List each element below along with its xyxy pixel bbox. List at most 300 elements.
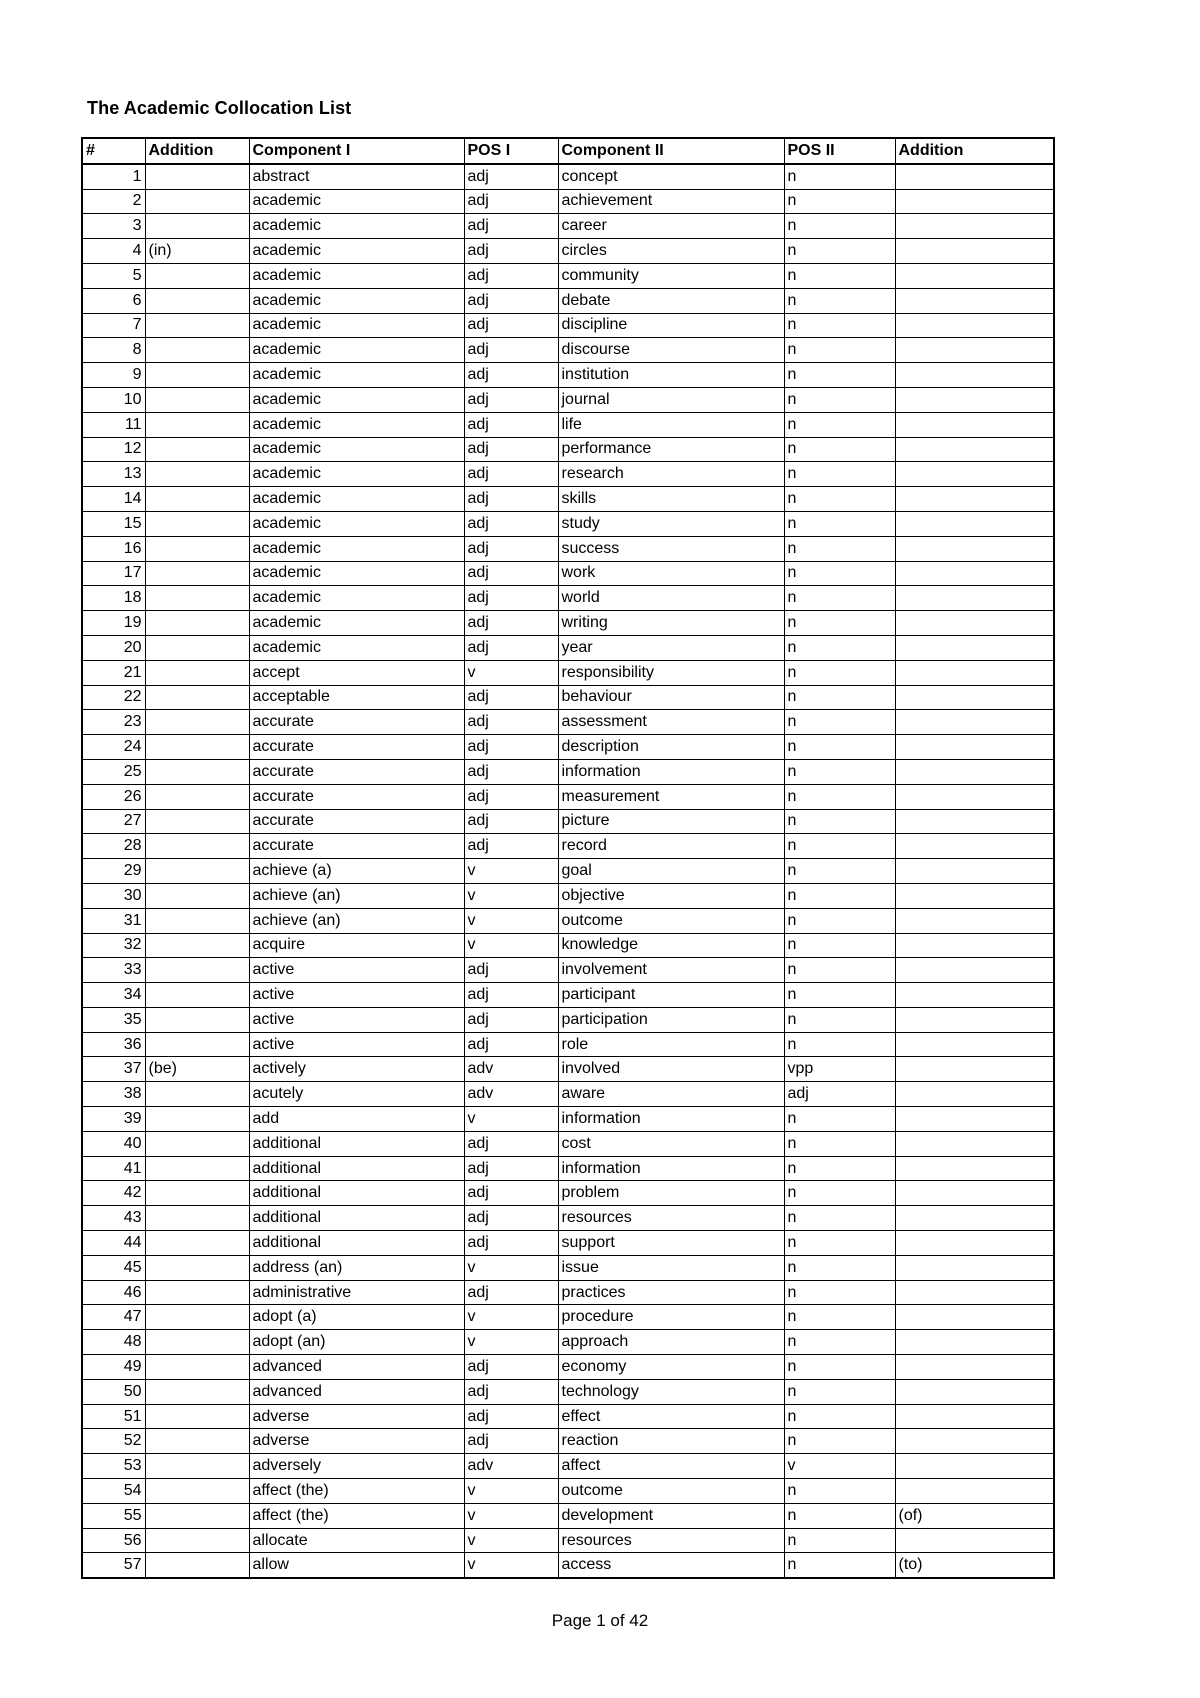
cell-pos-2: n bbox=[784, 1131, 895, 1156]
cell-component-1: administrative bbox=[249, 1280, 464, 1305]
cell-component-1: accurate bbox=[249, 784, 464, 809]
cell-addition-after bbox=[895, 1379, 1054, 1404]
cell-component-1: achieve (an) bbox=[249, 883, 464, 908]
cell-row-number: 22 bbox=[82, 685, 145, 710]
cell-row-number: 33 bbox=[82, 958, 145, 983]
cell-pos-1: adj bbox=[464, 1131, 558, 1156]
cell-row-number: 57 bbox=[82, 1553, 145, 1578]
cell-addition-before bbox=[145, 586, 249, 611]
table-row bbox=[82, 1454, 1054, 1479]
cell-pos-2: vpp bbox=[784, 1057, 895, 1082]
cell-addition-before bbox=[145, 1355, 249, 1380]
cell-pos-1: v bbox=[464, 1479, 558, 1504]
cell-row-number: 24 bbox=[82, 735, 145, 760]
cell-component-2: success bbox=[558, 536, 784, 561]
cell-pos-2: n bbox=[784, 586, 895, 611]
cell-addition-before bbox=[145, 1231, 249, 1256]
cell-component-1: acutely bbox=[249, 1082, 464, 1107]
cell-addition-after bbox=[895, 263, 1054, 288]
cell-row-number: 5 bbox=[82, 263, 145, 288]
cell-component-2: practices bbox=[558, 1280, 784, 1305]
cell-component-2: responsibility bbox=[558, 660, 784, 685]
cell-row-number: 54 bbox=[82, 1479, 145, 1504]
cell-addition-before bbox=[145, 1107, 249, 1132]
cell-pos-2: n bbox=[784, 536, 895, 561]
cell-component-2: discipline bbox=[558, 313, 784, 338]
cell-addition-before bbox=[145, 1007, 249, 1032]
cell-component-2: aware bbox=[558, 1082, 784, 1107]
cell-addition-before bbox=[145, 908, 249, 933]
cell-component-2: measurement bbox=[558, 784, 784, 809]
cell-component-1: adverse bbox=[249, 1404, 464, 1429]
cell-addition-before bbox=[145, 1280, 249, 1305]
cell-component-2: information bbox=[558, 759, 784, 784]
table-row bbox=[82, 462, 1054, 487]
cell-pos-2: n bbox=[784, 933, 895, 958]
cell-addition-before bbox=[145, 859, 249, 884]
cell-row-number: 30 bbox=[82, 883, 145, 908]
cell-addition-before bbox=[145, 536, 249, 561]
table-row bbox=[82, 1479, 1054, 1504]
table-body bbox=[82, 164, 1054, 1578]
column-header-pos-1: POS I bbox=[464, 138, 558, 164]
cell-pos-2: n bbox=[784, 1280, 895, 1305]
cell-pos-2: n bbox=[784, 1379, 895, 1404]
table-row bbox=[82, 387, 1054, 412]
column-header-pos-2: POS II bbox=[784, 138, 895, 164]
cell-pos-2: n bbox=[784, 561, 895, 586]
cell-component-1: academic bbox=[249, 561, 464, 586]
cell-component-1: acquire bbox=[249, 933, 464, 958]
cell-addition-before bbox=[145, 1082, 249, 1107]
cell-addition-after bbox=[895, 1305, 1054, 1330]
cell-addition-before bbox=[145, 1479, 249, 1504]
cell-component-2: cost bbox=[558, 1131, 784, 1156]
cell-pos-1: adj bbox=[464, 710, 558, 735]
cell-pos-2: n bbox=[784, 983, 895, 1008]
table-row bbox=[82, 1355, 1054, 1380]
cell-component-1: additional bbox=[249, 1156, 464, 1181]
cell-row-number: 47 bbox=[82, 1305, 145, 1330]
cell-row-number: 32 bbox=[82, 933, 145, 958]
cell-component-1: adverse bbox=[249, 1429, 464, 1454]
cell-component-2: information bbox=[558, 1156, 784, 1181]
table-row bbox=[82, 561, 1054, 586]
cell-row-number: 46 bbox=[82, 1280, 145, 1305]
table-row bbox=[82, 1553, 1054, 1578]
cell-component-1: academic bbox=[249, 437, 464, 462]
cell-pos-1: v bbox=[464, 1330, 558, 1355]
cell-pos-2: n bbox=[784, 1305, 895, 1330]
cell-pos-1: v bbox=[464, 883, 558, 908]
table-row bbox=[82, 1107, 1054, 1132]
cell-row-number: 45 bbox=[82, 1255, 145, 1280]
cell-pos-2: n bbox=[784, 1355, 895, 1380]
cell-pos-2: n bbox=[784, 338, 895, 363]
cell-component-2: life bbox=[558, 412, 784, 437]
cell-component-1: adopt (an) bbox=[249, 1330, 464, 1355]
cell-addition-after bbox=[895, 288, 1054, 313]
cell-row-number: 26 bbox=[82, 784, 145, 809]
table-row bbox=[82, 1330, 1054, 1355]
cell-pos-2: n bbox=[784, 1330, 895, 1355]
cell-pos-1: adv bbox=[464, 1082, 558, 1107]
cell-addition-before bbox=[145, 759, 249, 784]
cell-component-1: academic bbox=[249, 288, 464, 313]
cell-component-1: academic bbox=[249, 462, 464, 487]
cell-pos-2: n bbox=[784, 387, 895, 412]
cell-pos-1: adj bbox=[464, 809, 558, 834]
cell-addition-after bbox=[895, 189, 1054, 214]
cell-addition-before bbox=[145, 1429, 249, 1454]
cell-pos-1: v bbox=[464, 660, 558, 685]
cell-component-1: academic bbox=[249, 387, 464, 412]
cell-pos-1: adj bbox=[464, 1355, 558, 1380]
cell-addition-after bbox=[895, 363, 1054, 388]
cell-addition-before bbox=[145, 561, 249, 586]
cell-component-1: achieve (an) bbox=[249, 908, 464, 933]
cell-pos-2: n bbox=[784, 859, 895, 884]
cell-pos-1: v bbox=[464, 1255, 558, 1280]
table-row bbox=[82, 1503, 1054, 1528]
table-row bbox=[82, 313, 1054, 338]
cell-addition-after bbox=[895, 387, 1054, 412]
cell-component-2: discourse bbox=[558, 338, 784, 363]
cell-addition-after bbox=[895, 313, 1054, 338]
cell-component-1: achieve (a) bbox=[249, 859, 464, 884]
cell-pos-1: adj bbox=[464, 1231, 558, 1256]
column-header-component-2: Component II bbox=[558, 138, 784, 164]
cell-row-number: 9 bbox=[82, 363, 145, 388]
cell-addition-before bbox=[145, 313, 249, 338]
cell-row-number: 31 bbox=[82, 908, 145, 933]
cell-row-number: 40 bbox=[82, 1131, 145, 1156]
cell-row-number: 21 bbox=[82, 660, 145, 685]
cell-row-number: 29 bbox=[82, 859, 145, 884]
table-header-row bbox=[82, 138, 1054, 164]
table-row bbox=[82, 809, 1054, 834]
cell-addition-after bbox=[895, 239, 1054, 264]
cell-addition-before bbox=[145, 735, 249, 760]
cell-addition-after bbox=[895, 586, 1054, 611]
table-row bbox=[82, 363, 1054, 388]
cell-component-1: active bbox=[249, 958, 464, 983]
table-row bbox=[82, 611, 1054, 636]
cell-pos-2: n bbox=[784, 1503, 895, 1528]
cell-addition-before bbox=[145, 611, 249, 636]
cell-component-1: add bbox=[249, 1107, 464, 1132]
cell-component-2: writing bbox=[558, 611, 784, 636]
cell-addition-after bbox=[895, 462, 1054, 487]
cell-pos-1: adj bbox=[464, 1156, 558, 1181]
cell-row-number: 17 bbox=[82, 561, 145, 586]
cell-row-number: 38 bbox=[82, 1082, 145, 1107]
cell-row-number: 44 bbox=[82, 1231, 145, 1256]
cell-pos-2: n bbox=[784, 1404, 895, 1429]
cell-pos-1: adj bbox=[464, 387, 558, 412]
cell-pos-2: n bbox=[784, 611, 895, 636]
cell-pos-2: adj bbox=[784, 1082, 895, 1107]
cell-row-number: 2 bbox=[82, 189, 145, 214]
cell-pos-1: adj bbox=[464, 983, 558, 1008]
table-row bbox=[82, 908, 1054, 933]
cell-row-number: 20 bbox=[82, 635, 145, 660]
cell-component-1: advanced bbox=[249, 1355, 464, 1380]
table-row bbox=[82, 735, 1054, 760]
cell-component-1: advanced bbox=[249, 1379, 464, 1404]
cell-addition-before bbox=[145, 660, 249, 685]
cell-component-1: active bbox=[249, 1032, 464, 1057]
table-row bbox=[82, 710, 1054, 735]
cell-row-number: 14 bbox=[82, 487, 145, 512]
table-row bbox=[82, 487, 1054, 512]
column-header-number: # bbox=[82, 138, 145, 164]
cell-pos-1: adj bbox=[464, 288, 558, 313]
cell-component-1: accurate bbox=[249, 735, 464, 760]
cell-pos-2: n bbox=[784, 363, 895, 388]
cell-component-2: technology bbox=[558, 1379, 784, 1404]
cell-addition-after bbox=[895, 1206, 1054, 1231]
cell-row-number: 8 bbox=[82, 338, 145, 363]
cell-row-number: 35 bbox=[82, 1007, 145, 1032]
cell-pos-2: n bbox=[784, 1255, 895, 1280]
cell-pos-1: adj bbox=[464, 1007, 558, 1032]
cell-row-number: 27 bbox=[82, 809, 145, 834]
cell-pos-2: n bbox=[784, 437, 895, 462]
cell-pos-1: v bbox=[464, 859, 558, 884]
table-row bbox=[82, 288, 1054, 313]
cell-row-number: 25 bbox=[82, 759, 145, 784]
table-row bbox=[82, 1255, 1054, 1280]
cell-addition-after: (to) bbox=[895, 1553, 1054, 1578]
cell-addition-after bbox=[895, 1007, 1054, 1032]
cell-addition-after bbox=[895, 1528, 1054, 1553]
cell-row-number: 7 bbox=[82, 313, 145, 338]
table-row bbox=[82, 1528, 1054, 1553]
cell-component-1: accurate bbox=[249, 759, 464, 784]
cell-addition-after bbox=[895, 338, 1054, 363]
cell-component-2: outcome bbox=[558, 1479, 784, 1504]
cell-pos-2: n bbox=[784, 784, 895, 809]
table-row bbox=[82, 933, 1054, 958]
cell-pos-2: n bbox=[784, 660, 895, 685]
cell-addition-after bbox=[895, 561, 1054, 586]
cell-addition-before bbox=[145, 164, 249, 189]
cell-component-1: abstract bbox=[249, 164, 464, 189]
cell-component-1: accurate bbox=[249, 710, 464, 735]
table-row bbox=[82, 635, 1054, 660]
cell-component-2: economy bbox=[558, 1355, 784, 1380]
cell-addition-after bbox=[895, 1082, 1054, 1107]
cell-component-1: affect (the) bbox=[249, 1503, 464, 1528]
cell-addition-before bbox=[145, 710, 249, 735]
cell-addition-before bbox=[145, 1503, 249, 1528]
cell-pos-2: n bbox=[784, 1032, 895, 1057]
cell-row-number: 13 bbox=[82, 462, 145, 487]
cell-pos-2: n bbox=[784, 487, 895, 512]
cell-pos-2: n bbox=[784, 1231, 895, 1256]
cell-pos-1: v bbox=[464, 933, 558, 958]
cell-addition-after bbox=[895, 1479, 1054, 1504]
cell-pos-1: adj bbox=[464, 635, 558, 660]
cell-pos-1: adj bbox=[464, 561, 558, 586]
table-row bbox=[82, 1305, 1054, 1330]
cell-component-2: outcome bbox=[558, 908, 784, 933]
cell-pos-1: adj bbox=[464, 1206, 558, 1231]
cell-component-1: affect (the) bbox=[249, 1479, 464, 1504]
table-row bbox=[82, 189, 1054, 214]
cell-component-2: participation bbox=[558, 1007, 784, 1032]
cell-pos-1: v bbox=[464, 1528, 558, 1553]
cell-addition-before bbox=[145, 1379, 249, 1404]
cell-pos-2: n bbox=[784, 809, 895, 834]
cell-component-1: academic bbox=[249, 263, 464, 288]
cell-component-1: accept bbox=[249, 660, 464, 685]
cell-component-1: academic bbox=[249, 487, 464, 512]
cell-addition-before bbox=[145, 685, 249, 710]
cell-component-2: concept bbox=[558, 164, 784, 189]
cell-pos-1: v bbox=[464, 1107, 558, 1132]
cell-pos-2: n bbox=[784, 462, 895, 487]
cell-row-number: 41 bbox=[82, 1156, 145, 1181]
cell-component-2: goal bbox=[558, 859, 784, 884]
cell-row-number: 56 bbox=[82, 1528, 145, 1553]
cell-component-1: active bbox=[249, 1007, 464, 1032]
cell-component-2: procedure bbox=[558, 1305, 784, 1330]
cell-pos-1: adj bbox=[464, 214, 558, 239]
cell-component-2: skills bbox=[558, 487, 784, 512]
cell-row-number: 55 bbox=[82, 1503, 145, 1528]
cell-addition-after bbox=[895, 1280, 1054, 1305]
cell-component-2: involved bbox=[558, 1057, 784, 1082]
table-row bbox=[82, 536, 1054, 561]
cell-pos-1: adj bbox=[464, 263, 558, 288]
cell-component-1: active bbox=[249, 983, 464, 1008]
cell-component-2: reaction bbox=[558, 1429, 784, 1454]
table-row bbox=[82, 263, 1054, 288]
cell-row-number: 52 bbox=[82, 1429, 145, 1454]
cell-component-1: allocate bbox=[249, 1528, 464, 1553]
cell-addition-before bbox=[145, 214, 249, 239]
table-row bbox=[82, 1280, 1054, 1305]
cell-component-1: academic bbox=[249, 511, 464, 536]
cell-pos-2: n bbox=[784, 710, 895, 735]
cell-component-2: achievement bbox=[558, 189, 784, 214]
table-row bbox=[82, 1231, 1054, 1256]
cell-component-2: study bbox=[558, 511, 784, 536]
cell-row-number: 23 bbox=[82, 710, 145, 735]
cell-component-1: adopt (a) bbox=[249, 1305, 464, 1330]
table-row bbox=[82, 1131, 1054, 1156]
cell-pos-1: adj bbox=[464, 338, 558, 363]
cell-addition-before bbox=[145, 387, 249, 412]
cell-pos-2: n bbox=[784, 735, 895, 760]
cell-pos-2: n bbox=[784, 958, 895, 983]
cell-component-2: debate bbox=[558, 288, 784, 313]
cell-addition-after: (of) bbox=[895, 1503, 1054, 1528]
cell-pos-1: adv bbox=[464, 1454, 558, 1479]
cell-addition-after bbox=[895, 1107, 1054, 1132]
cell-pos-2: n bbox=[784, 189, 895, 214]
cell-addition-after bbox=[895, 437, 1054, 462]
cell-pos-1: adj bbox=[464, 685, 558, 710]
cell-addition-before bbox=[145, 1255, 249, 1280]
cell-pos-1: adj bbox=[464, 1032, 558, 1057]
cell-row-number: 28 bbox=[82, 834, 145, 859]
document-title: The Academic Collocation List bbox=[87, 98, 352, 118]
cell-addition-after bbox=[895, 1032, 1054, 1057]
cell-addition-after bbox=[895, 1231, 1054, 1256]
cell-addition-after bbox=[895, 958, 1054, 983]
cell-addition-before bbox=[145, 958, 249, 983]
cell-component-2: assessment bbox=[558, 710, 784, 735]
cell-row-number: 1 bbox=[82, 164, 145, 189]
cell-component-2: information bbox=[558, 1107, 784, 1132]
cell-row-number: 6 bbox=[82, 288, 145, 313]
cell-pos-2: n bbox=[784, 908, 895, 933]
cell-component-1: additional bbox=[249, 1181, 464, 1206]
table-row bbox=[82, 958, 1054, 983]
cell-pos-1: v bbox=[464, 1503, 558, 1528]
cell-addition-after bbox=[895, 834, 1054, 859]
cell-component-2: issue bbox=[558, 1255, 784, 1280]
cell-row-number: 42 bbox=[82, 1181, 145, 1206]
cell-pos-2: n bbox=[784, 1156, 895, 1181]
cell-component-1: academic bbox=[249, 586, 464, 611]
cell-row-number: 39 bbox=[82, 1107, 145, 1132]
table-row bbox=[82, 586, 1054, 611]
cell-addition-before bbox=[145, 487, 249, 512]
cell-row-number: 51 bbox=[82, 1404, 145, 1429]
cell-row-number: 3 bbox=[82, 214, 145, 239]
cell-addition-before bbox=[145, 1032, 249, 1057]
cell-addition-after bbox=[895, 635, 1054, 660]
cell-pos-1: adv bbox=[464, 1057, 558, 1082]
cell-component-1: additional bbox=[249, 1206, 464, 1231]
cell-pos-2: v bbox=[784, 1454, 895, 1479]
table-row bbox=[82, 784, 1054, 809]
cell-row-number: 34 bbox=[82, 983, 145, 1008]
cell-component-1: academic bbox=[249, 412, 464, 437]
cell-addition-after bbox=[895, 933, 1054, 958]
cell-pos-1: adj bbox=[464, 437, 558, 462]
cell-component-1: academic bbox=[249, 313, 464, 338]
cell-pos-2: n bbox=[784, 1528, 895, 1553]
table-row bbox=[82, 1156, 1054, 1181]
cell-row-number: 11 bbox=[82, 412, 145, 437]
cell-addition-after bbox=[895, 660, 1054, 685]
column-header-addition-before: Addition bbox=[145, 138, 249, 164]
cell-addition-after bbox=[895, 487, 1054, 512]
cell-component-1: address (an) bbox=[249, 1255, 464, 1280]
cell-addition-after bbox=[895, 1454, 1054, 1479]
cell-addition-after bbox=[895, 1429, 1054, 1454]
table-row bbox=[82, 1429, 1054, 1454]
cell-component-1: allow bbox=[249, 1553, 464, 1578]
cell-addition-before bbox=[145, 412, 249, 437]
cell-component-2: effect bbox=[558, 1404, 784, 1429]
table-row bbox=[82, 338, 1054, 363]
cell-component-1: acceptable bbox=[249, 685, 464, 710]
cell-pos-2: n bbox=[784, 313, 895, 338]
cell-addition-after bbox=[895, 1131, 1054, 1156]
cell-addition-before bbox=[145, 1131, 249, 1156]
cell-component-1: academic bbox=[249, 363, 464, 388]
cell-addition-after bbox=[895, 983, 1054, 1008]
cell-addition-after bbox=[895, 809, 1054, 834]
cell-addition-after bbox=[895, 164, 1054, 189]
cell-pos-1: adj bbox=[464, 536, 558, 561]
